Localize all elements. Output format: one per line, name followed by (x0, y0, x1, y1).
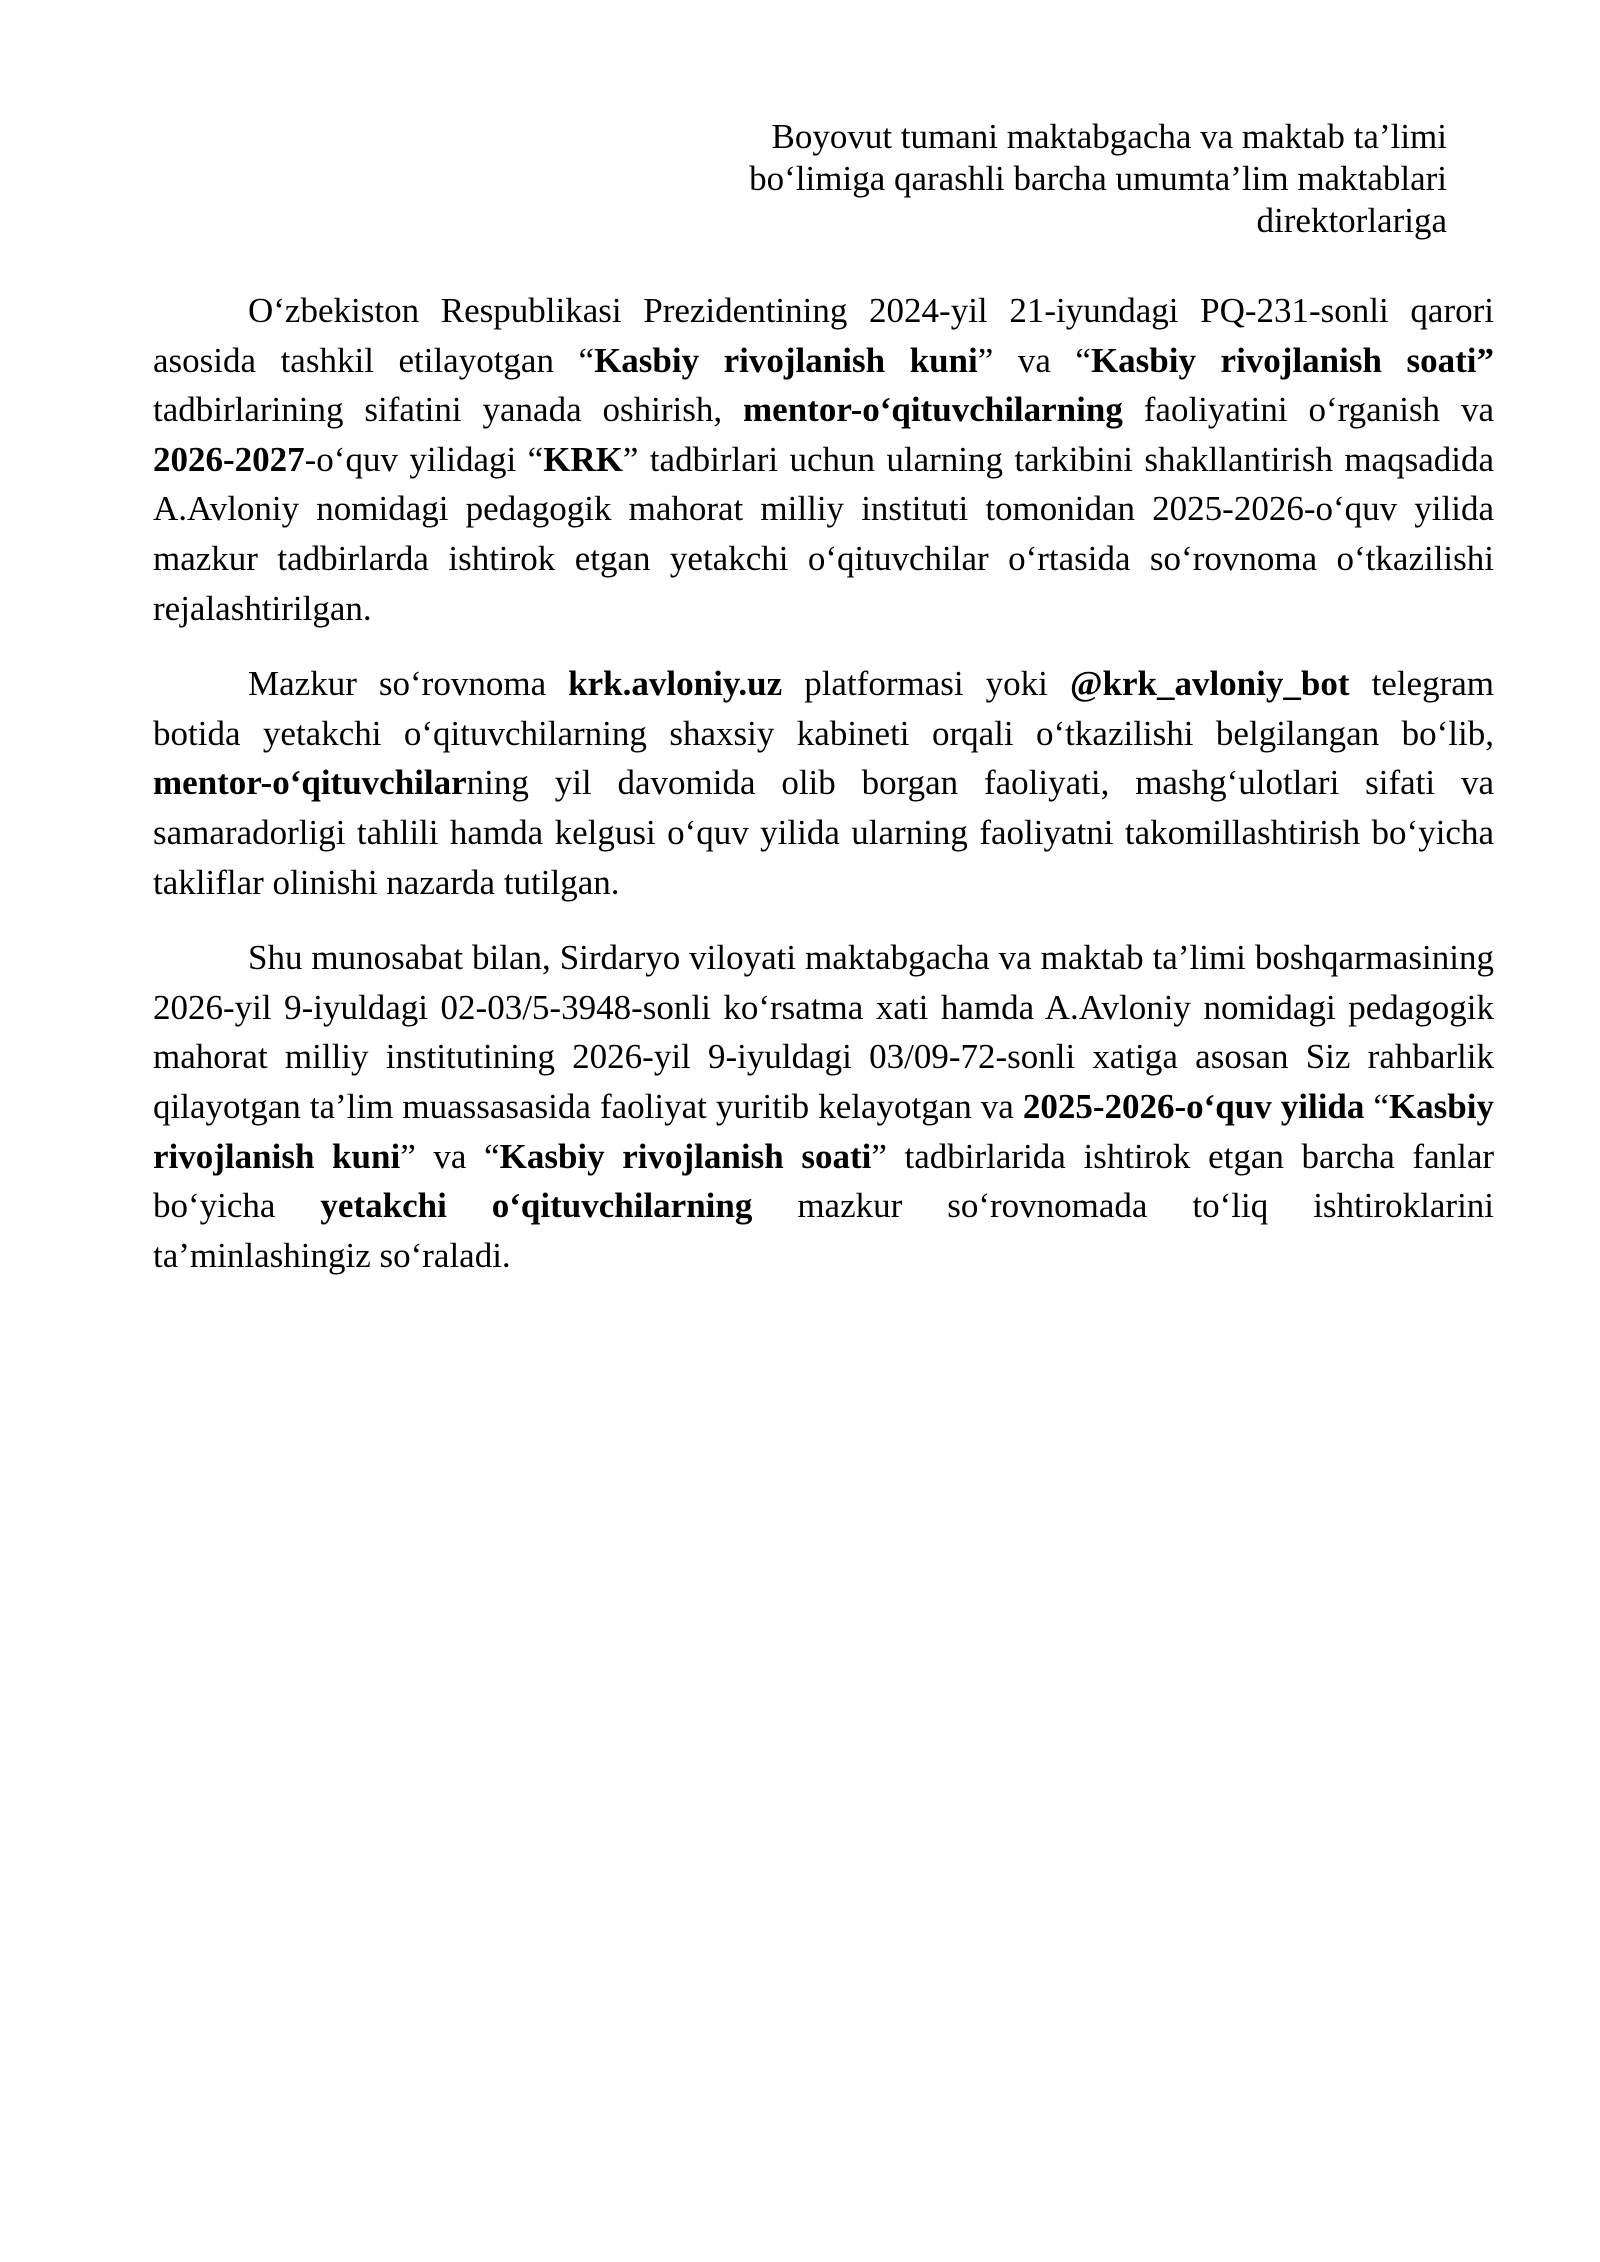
text-segment: ” tadbirlarida ishtirok etgan barcha fanlar bo‘yicha (153, 1136, 1495, 1226)
text-segment: Mazkur so‘rovnoma (248, 664, 569, 704)
text-segment: telegram botida yetakchi o‘qituvchilarning shaxsiy kabineti orqali o‘tkazilishi belgilangan bo‘lib, (153, 664, 1494, 753)
text-segment: -o‘quv yilidagi “ (304, 439, 544, 479)
paragraph (153, 933, 1494, 1280)
bold-segment: Kasbiy rivojlanish kuni (594, 340, 978, 380)
bold-segment: Kasbiy rivojlanish soati (499, 1136, 872, 1176)
addressee-line: bo‘limiga qarashli barcha umumta’lim maktablari (749, 159, 1447, 198)
text-segment: faoliyatini o‘rganish va (1122, 390, 1494, 430)
paragraph (153, 286, 1494, 633)
text-segment: “ (1364, 1086, 1389, 1126)
paragraph (153, 659, 1494, 907)
bold-segment: 2025-2026-o‘quv yilida (1022, 1086, 1365, 1126)
text-segment: ” va “ (400, 1136, 500, 1176)
text-segment: ” va “ (977, 340, 1091, 380)
bold-segment: 2026-2027 (153, 439, 305, 479)
bold-segment: Kasbiy rivojlanish kuni (153, 1086, 1494, 1176)
bold-segment: KRK (543, 439, 623, 479)
bold-segment: mentor-o‘qituvchilar (153, 763, 467, 803)
text-segment: ” tadbirlari uchun ularning tarkibini shakllantirish maqsadida A.Avloniy nomidagi pedagogik mahorat milliy instituti tomonidan 2025-2026-o‘quv yilida mazkur tadbirlarda ishtirok etgan yetakchi o‘qituvchilar o‘rtasida so‘rovnoma o‘tkazilishi rejalashtirilgan. (153, 439, 1494, 628)
addressee-block (547, 116, 1447, 242)
text-segment: O‘zbekiston Respublikasi Prezidentining 2024-yil 21-iyundagi PQ-231-sonli qarori asosida tashkil etilayotgan “ (153, 291, 1494, 380)
addressee-line: Boyovut tumani maktabgacha va maktab ta’limi (771, 117, 1447, 156)
text-segment: tadbirlarining sifatini yanada oshirish, (153, 390, 744, 430)
bold-segment: Kasbiy rivojlanish soati” (1090, 340, 1495, 380)
bold-segment: krk.avloniy.uz (568, 664, 783, 704)
text-segment: mazkur so‘rovnomada to‘liq ishtiroklarini ta’minlashingiz so‘raladi. (153, 1186, 1495, 1275)
text-segment: platformasi yoki (782, 664, 1070, 704)
text-segment: ning yil davomida olib borgan faoliyati, mashg‘ulotlari sifati va samaradorligi tahlili hamda kelgusi o‘quv yilida ularning faoliyatni takomillashtirish bo‘yicha takliflar olinishi nazarda tutilgan. (153, 763, 1494, 902)
addressee-line: direktorlariga (1256, 201, 1447, 240)
bold-segment: @krk_avloniy_bot (1069, 664, 1350, 704)
bold-segment: mentor-o‘qituvchilarning (743, 390, 1123, 430)
letter-body (153, 286, 1494, 1306)
text-segment: Shu munosabat bilan, Sirdaryo viloyati maktabgacha va maktab ta’limi boshqarmasining 2026-yil 9-iyuldagi 02-03/5-3948-sonli ko‘rsatma xati hamda A.Avloniy nomidagi pedagogik mahorat milliy institutining 2026-yil 9-iyuldagi 03/09-72-sonli xatiga asosan Siz rahbarlik qilayotgan ta’lim muassasasida faoliyat yuritib kelayotgan va (153, 938, 1494, 1126)
bold-segment: yetakchi o‘qituvchilarning (320, 1186, 753, 1226)
